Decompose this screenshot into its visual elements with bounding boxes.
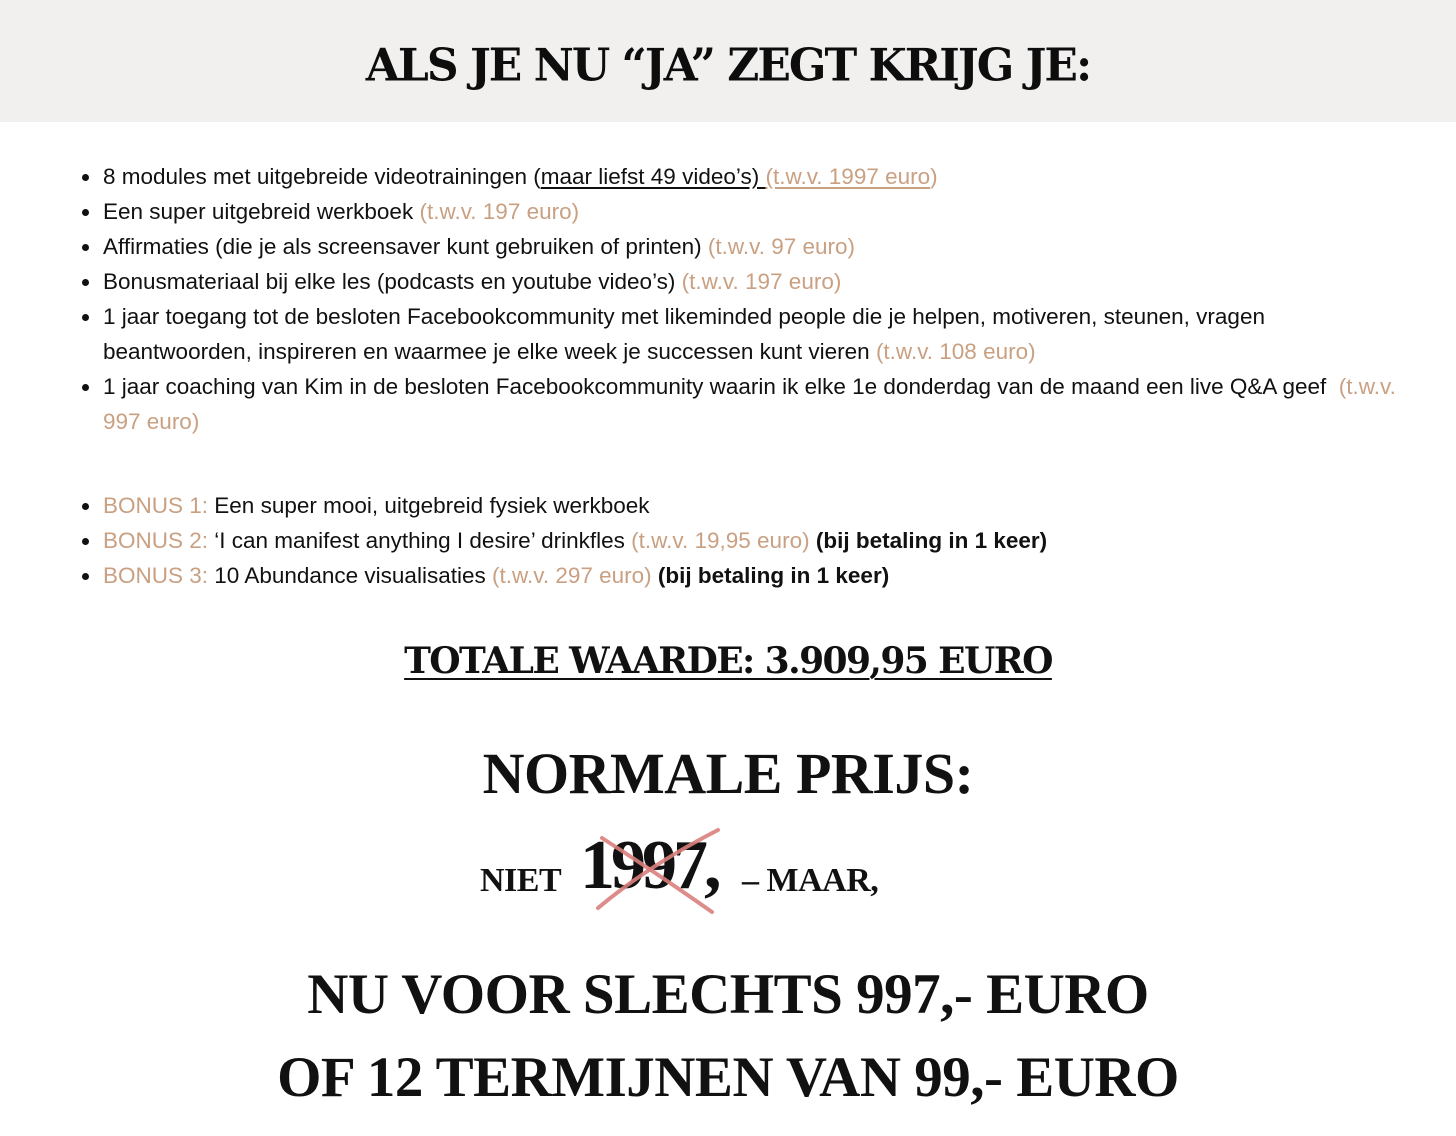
bonus-price: (t.w.v. 19,95 euro) — [631, 528, 810, 553]
old-price-value: 1997, — [580, 827, 718, 904]
total-value-text: TOTALE WAARDE: 3.909,95 EURO — [404, 640, 1052, 682]
bonus-note: (bij betaling in 1 keer) — [651, 563, 890, 588]
old-price-graphic — [480, 820, 900, 920]
list-item — [80, 488, 1410, 523]
bonus-note: (bij betaling in 1 keer) — [809, 528, 1048, 553]
niet-label: NIET — [480, 862, 562, 899]
installment-price-line: OF 12 TERMIJNEN VAN 99,- EURO — [277, 1046, 1179, 1109]
item-text: Affirmaties (die je als screensaver kunt gebruiken of printen) — [103, 234, 708, 259]
list-item — [80, 264, 1410, 299]
item-price-close: ) — [930, 164, 938, 189]
total-value-heading — [0, 636, 1456, 686]
strikethrough-cross-icon — [588, 826, 724, 916]
videos-link[interactable]: maar liefst 49 video’s) — [540, 164, 766, 189]
bonus-label: BONUS 3: — [103, 563, 209, 588]
list-item — [80, 159, 1410, 194]
item-price: (t.w.v. 108 euro) — [875, 339, 1036, 364]
list-item — [80, 523, 1410, 558]
item-text: Een super uitgebreid werkboek — [103, 199, 420, 224]
item-text: 8 modules met uitgebreide videotrainingen ( — [103, 164, 541, 189]
item-price: (t.w.v. 97 euro) — [707, 234, 856, 259]
bonus-text: Een super mooi, uitgebreid fysiek werkboek — [208, 493, 650, 518]
bonus-text: ‘I can manifest anything I desire’ drinkfles — [208, 528, 632, 553]
list-item — [80, 194, 1410, 229]
bonus-price: (t.w.v. 297 euro) — [491, 563, 652, 588]
normal-price-heading: NORMALE PRIJS: — [482, 741, 974, 806]
item-text: Bonusmateriaal bij elke les (podcasts en youtube video’s) — [103, 269, 682, 294]
item-price: (t.w.v. 1997 euro — [765, 164, 931, 189]
list-item — [80, 558, 1410, 593]
bonus-label: BONUS 2: — [103, 528, 209, 553]
bonus-label: BONUS 1: — [103, 493, 209, 518]
item-price: (t.w.v. 197 euro) — [419, 199, 580, 224]
item-price: (t.w.v. 197 euro) — [681, 269, 842, 294]
offer-price-line: NU VOOR SLECHTS 997,- EURO — [307, 963, 1149, 1026]
maar-label: – MAAR, — [742, 862, 879, 899]
bonus-text: 10 Abundance visualisaties — [208, 563, 492, 588]
page-title: ALS JE NU “JA” ZEGT KRIJG JE: — [365, 39, 1091, 92]
list-item — [80, 369, 1410, 439]
list-item — [80, 299, 1410, 369]
item-price: (t.w.v. 997 euro) — [103, 374, 1396, 434]
bonus-list — [80, 488, 1410, 593]
included-items-list — [80, 159, 1410, 439]
item-text: 1 jaar coaching van Kim in de besloten Facebookcommunity waarin ik elke 1e donderdag van de maand een live Q&A geef — [103, 374, 1339, 399]
list-item — [80, 229, 1410, 264]
item-text: 1 jaar toegang tot de besloten Facebookcommunity met likeminded people die je helpen, motiveren, steunen, vragen beantwoorden, inspireren en waarmee je elke week je successen kunt vieren — [103, 304, 1265, 364]
